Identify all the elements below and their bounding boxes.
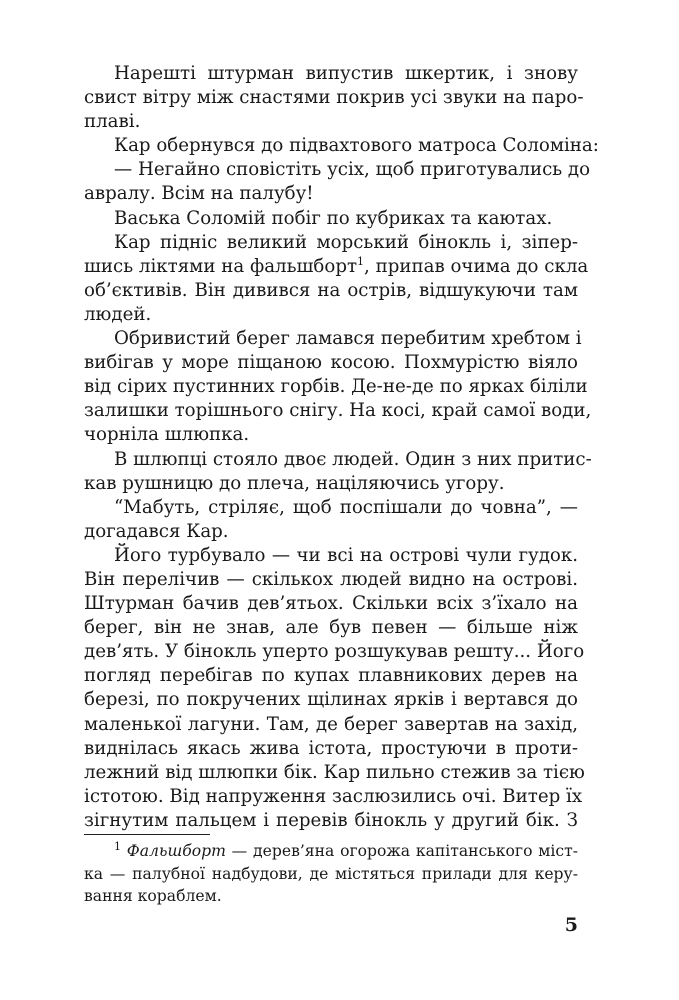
text-line: догадався Кар. bbox=[84, 520, 229, 542]
footnote bbox=[84, 840, 578, 908]
footnote-line: ка — палубної надбудови, де містяться прилади для керу- bbox=[84, 864, 578, 883]
text-line: істотою. Від напруження заслюзились очі. Витер їх bbox=[84, 785, 583, 807]
text-line: чорніла шлюпка. bbox=[84, 424, 250, 446]
text-line: авралу. Всім на палубу! bbox=[84, 183, 314, 205]
text-line: зігнутим пальцем і перевів бінокль у другий бік. З bbox=[84, 809, 578, 831]
text-line: — Негайно сповістіть усіх, щоб приготувались до bbox=[114, 159, 591, 181]
text-line: Нарешті штурман випустив шкертик, і знову bbox=[114, 63, 578, 84]
footnote-term: Фальшборт bbox=[126, 842, 226, 860]
text-line: Його турбувало — чи всі на острові чули гудок. bbox=[114, 544, 578, 566]
text-line: погляд перебігав по купах плавникових дерев на bbox=[84, 665, 578, 687]
text-line: Обривистий берег ламався перебитим хребтом і bbox=[114, 328, 582, 350]
text-line: вибігав у море піщаною косою. Похмурістю віяло bbox=[84, 352, 578, 374]
text-line: людей. bbox=[84, 303, 152, 325]
text-line: В шлюпці стояло двоє людей. Один з них притис- bbox=[114, 448, 592, 470]
text-line: Кар підніс великий морський бінокль і, зіпер- bbox=[114, 231, 578, 253]
text-line: кав рушницю до плеча, націляючись угору. bbox=[84, 472, 505, 494]
text-line: “Мабуть, стріляє, щоб поспішали до човна”, — bbox=[114, 496, 578, 518]
text-line: свист вітру між снастями покрив усі звуки на паро- bbox=[84, 87, 584, 109]
text-line: Кар обернувся до підвахтового матроса Соломіна: bbox=[114, 135, 599, 157]
text-line: лежний від шлюпки бік. Кар пильно стежив за тією bbox=[84, 761, 585, 783]
footnote-line: вання кораблем. bbox=[84, 887, 222, 905]
text-line: березі, по покручених щілинах ярків і вертався до bbox=[84, 689, 578, 711]
text-line: дев’ять. У бінокль уперто розшукував решту... Його bbox=[84, 641, 585, 663]
text-line: плаві. bbox=[84, 111, 141, 133]
footnote-reference: 1 bbox=[357, 254, 365, 268]
text-line: берег, він не знав, але був певен — більше ніж bbox=[84, 617, 578, 639]
text-line: залишки торішнього снігу. На косі, край самої води, bbox=[84, 400, 592, 422]
footnote-text: — дерев’яна огорожа капітанського міст- bbox=[225, 842, 578, 860]
body-text bbox=[84, 62, 599, 833]
text-line: виднілась якась жива істота, простуючи в проти- bbox=[84, 737, 578, 759]
text-line: Васька Соломій побіг по кубриках та каютах. bbox=[114, 207, 553, 229]
text-line: маленької лагуни. Там, де берег завертав на захід, bbox=[84, 713, 578, 735]
text-line: Він перелічив — скількох людей видно на острові. bbox=[84, 568, 578, 590]
footnote-line bbox=[84, 840, 578, 863]
text-line: від сірих пустинних горбів. Де-не-де по ярках біліли bbox=[84, 376, 588, 398]
text-line: об’єктивів. Він дивився на острів, відшукуючи там bbox=[84, 279, 578, 301]
text-line: шись ліктями на фальшборт$^1$, припав очима до скла bbox=[84, 254, 589, 277]
footnote-marker: 1 bbox=[114, 839, 121, 853]
page-number: 5 bbox=[564, 914, 578, 936]
text-line: Штурман бачив дев’ятьох. Скільки всіх з’їхало на bbox=[84, 593, 578, 615]
footnote-separator bbox=[84, 834, 210, 835]
